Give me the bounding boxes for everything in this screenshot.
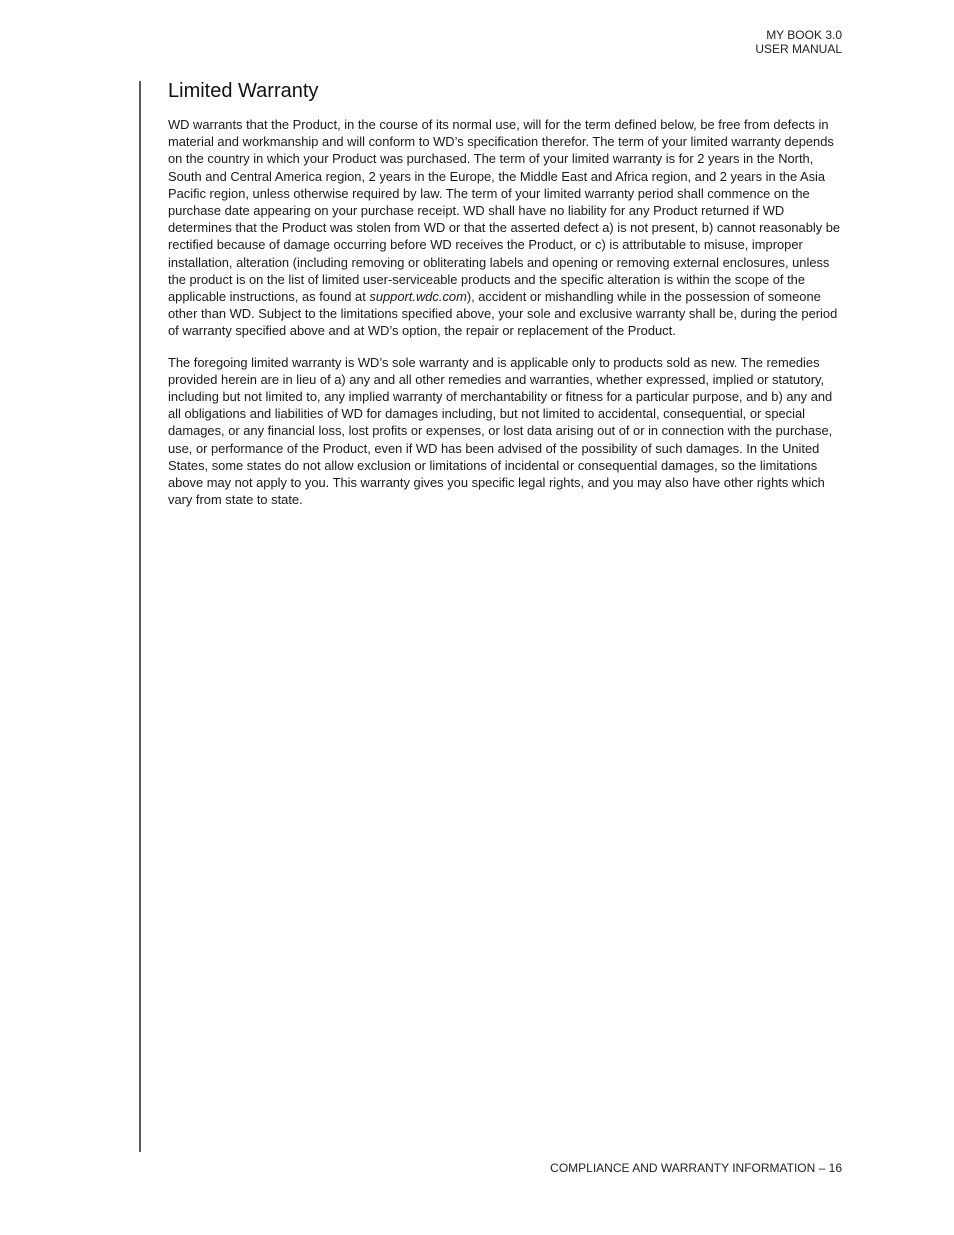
support-link: support.wdc.com — [369, 289, 467, 305]
section-title: Limited Warranty — [168, 80, 319, 102]
manual-title: MY BOOK 3.0 — [766, 28, 842, 42]
page-footer: COMPLIANCE AND WARRANTY INFORMATION – 16 — [550, 1161, 842, 1175]
warranty-paragraph-2: The foregoing limited warranty is WD’s sole warranty and is applicable only to products sold as new. The remedies provided herein are in lieu of a) any and all other remedies and warranties, whether expressed, implied or statutory, including but not limited to, any implied warranty of merchantability or fitness for a particular purpose, and b) any and all obligations and liabilities of WD for damages including, but not limited to accidental, consequential, or special damages, or any financial loss, lost profits or expenses, or lost data arising out of or in connection with the purchase, use, or performance of the Product, even if WD has been advised of the possibility of such damages. In the United States, some states do not allow exclusion or limitations of incidental or consequential damages, so the limitations above may not apply to you. This warranty gives you specific legal rights, and you may also have other rights which vary from state to state. — [168, 354, 833, 508]
paragraph-1-text-start: WD warrants that the Product, in the course of its normal use, will for the term defined below, be free from defects in material and workmanship and will conform to WD’s specification therefor. The term of your limited warranty depends on the country in which your Product was purchased. The term of your limited warranty is for 2 years in the North, South and Central America region, 2 years in the Europe, the Middle East and Africa region, and 2 years in the Asia Pacific region, unless otherwise required by law. The term of your limited warranty period shall commence on the purchase date appearing on your purchase receipt. WD shall have no liability for any Product returned if WD determines that the Product was stolen from WD or that the asserted defect a) is not present, b) cannot reasonably be rectified because of damage occurring before WD receives the Product, or c) is attributable to misuse, improper installation, alteration (including removing or obliterating labels and opening or removing external enclosures, unless the product is on the list of limited user-serviceable products and the specific alteration is within the scope of the applicable instructions, as found at — [168, 117, 841, 305]
page-content — [168, 78, 842, 522]
paragraph-1-text-end: ), accident or mishandling while in the possession of someone other than WD. Subject to the limitations specified above, your sole and exclusive warranty shall be, during the period of warranty specified above and at WD’s option, the repair or replacement of the Product. — [168, 289, 838, 339]
manual-subtitle: USER MANUAL — [755, 42, 842, 56]
page-header — [755, 28, 842, 56]
margin-rule — [139, 81, 141, 1152]
warranty-paragraph-1 — [168, 116, 842, 340]
